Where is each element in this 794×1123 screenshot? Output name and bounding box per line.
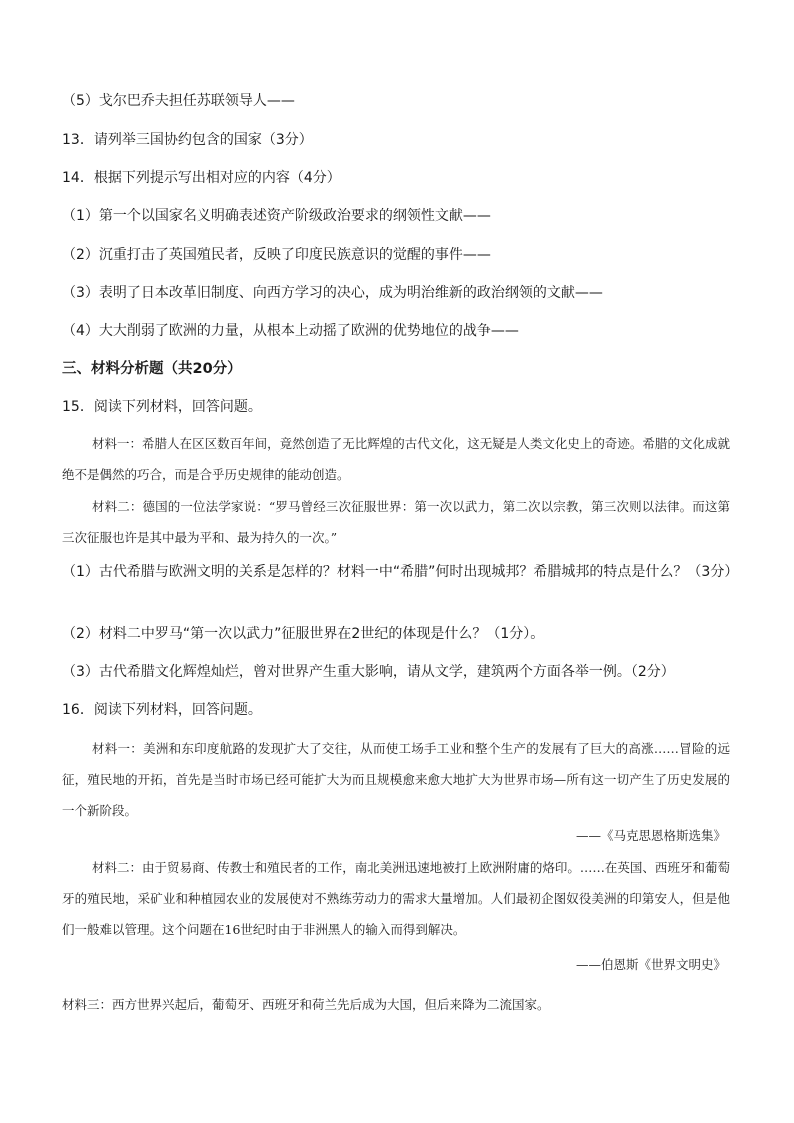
question-14-item-1: （1）第一个以国家名义明确表述资产阶级政治要求的纲领性文献—— [62, 208, 491, 224]
question-15-item-1: （1）古代希腊与欧洲文明的关系是怎样的？材料一中“希腊”何时出现城邦？希腊城邦的特点是什么？（3分） [62, 564, 739, 580]
question-14-item-4: （4）大大削弱了欧洲的力量，从根本上动摇了欧洲的优势地位的战争—— [62, 323, 519, 339]
q16-material-2-source: ——伯恩斯《世界文明史》 [575, 957, 726, 972]
question-15-item-2: （2）材料二中罗马“第一次以武力”征服世界在2世纪的体现是什么？（1分）。 [62, 626, 545, 642]
q16-material-2: 材料二：由于贸易商、传教士和殖民者的工作，南北美洲迅速地被打上欧洲附庸的烙印。……在英国、西班牙和葡萄牙的殖民地，采矿业和种植园农业的发展使对不熟练劳动力的需求大量增加。人们最初企图奴役美洲的印第安人，但是他们一般难以管理。这个问题在16世纪时由于非洲黑人的输入而得到解决。 [62, 860, 730, 937]
question-15-item-3: （3）古代希腊文化辉煌灿烂，曾对世界产生重大影响，请从文学，建筑两个方面各举一例。（2分） [62, 664, 675, 680]
q16-material-1: 材料一：美洲和东印度航路的发现扩大了交往，从而使工场手工业和整个生产的发展有了巨大的高涨……冒险的远征，殖民地的开拓，首先是当时市场已经可能扩大为而且规模愈来愈大地扩大为世界市场—所有这一切产生了历史发展的一个新阶段。 [62, 741, 730, 818]
section-3-heading: 三、材料分析题（共20分） [62, 361, 242, 377]
q16-material-1-source: ——《马克思恩格斯选集》 [575, 828, 726, 843]
question-16: 16．阅读下列材料，回答问题。 [62, 702, 262, 718]
question-14-item-2: （2）沉重打击了英国殖民者，反映了印度民族意识的觉醒的事件—— [62, 247, 491, 263]
q15-material-1: 材料一：希腊人在区区数百年间，竟然创造了无比辉煌的古代文化，这无疑是人类文化史上的奇迹。希腊的文化成就绝不是偶然的巧合，而是合乎历史规律的能动创造。 [62, 436, 730, 482]
q15-material-2: 材料二：德国的一位法学家说：“罗马曾经三次征服世界：第一次以武力，第二次以宗教，第三次则以法律。而这第三次征服也许是其中最为平和、最为持久的一次。” [62, 499, 730, 545]
question-12-item-5: （5）戈尔巴乔夫担任苏联领导人—— [62, 93, 295, 109]
q16-material-3: 材料三：西方世界兴起后，葡萄牙、西班牙和荷兰先后成为大国，但后来降为二流国家。 [62, 997, 550, 1012]
question-14: 14．根据下列提示写出相对应的内容（4分） [62, 170, 341, 186]
question-14-item-3: （3）表明了日本改革旧制度、向西方学习的决心，成为明治维新的政治纲领的文献—— [62, 285, 603, 301]
question-13: 13．请列举三国协约包含的国家（3分） [62, 132, 313, 148]
question-15: 15．阅读下列材料，回答问题。 [62, 399, 262, 415]
